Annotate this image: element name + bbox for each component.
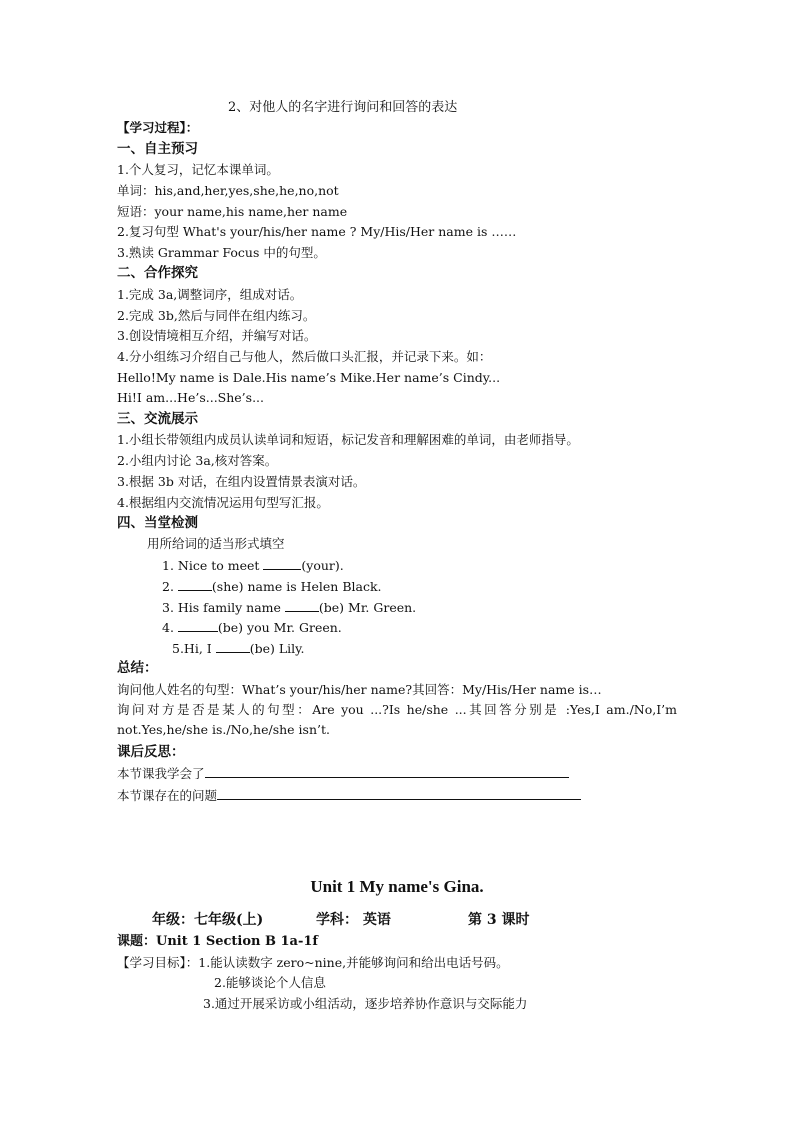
grade-label: 年级：七年级(上) [152, 912, 264, 928]
section-1-item: 2.复习句型 What's your/his/her name ? My/His/Her name is …… [117, 224, 517, 239]
section-1-item: 3.熟读 Grammar Focus 中的句型。 [117, 245, 326, 260]
reflection-line-1 [117, 765, 569, 782]
section-3-item: 2.小组内讨论 3a,核对答案。 [117, 453, 278, 468]
section-4-title: 四、当堂检测 [117, 515, 198, 531]
section-3-title: 三、交流展示 [117, 411, 198, 427]
reflection-label: 本节课存在的问题 [117, 788, 218, 803]
section-2-title: 二、合作探究 [117, 265, 198, 281]
section-2-item: Hi!I am...He’s...She’s... [117, 390, 264, 405]
reflection-title: 课后反思： [117, 744, 185, 760]
exercise-text: (be) Lily. [249, 641, 305, 656]
exercise-instruction: 用所给词的适当形式填空 [147, 536, 285, 551]
section-1-title: 一、自主预习 [117, 141, 198, 157]
section-3-item: 3.根据 3b 对话，在组内设置情景表演对话。 [117, 474, 366, 489]
section-2-item: Hello!My name is Dale.His name’s Mike.Her name’s Cindy... [117, 370, 501, 385]
lesson-topic: 课题：Unit 1 Section B 1a-1f [117, 934, 319, 949]
section-3-item: 1.小组长带领组内成员认读单词和短语，标记发音和理解困难的单词，由老师指导。 [117, 432, 579, 447]
answer-blank [178, 578, 212, 591]
answer-blank [263, 557, 301, 570]
answer-blank [285, 599, 319, 612]
unit-title: Unit 1 My name's Gina. [310, 877, 484, 896]
exercise-item [162, 619, 342, 636]
exercise-item [172, 640, 305, 657]
process-title: 【学习过程】： [117, 120, 199, 135]
reflection-blank [217, 787, 581, 800]
section-1-item: 单词：his,and,her,yes,she,he,no,not [117, 183, 339, 198]
section-3-item: 4.根据组内交流情况运用句型写汇报。 [117, 495, 329, 510]
goal-item: 1.能认读数字 zero~nine,并能够询问和给出电话号码。 [198, 955, 509, 970]
answer-blank [178, 619, 218, 632]
lesson-label: 第 3 课时 [468, 912, 530, 928]
learning-goals [117, 955, 509, 971]
exercise-item [162, 599, 416, 616]
exercise-text: (be) you Mr. Green. [217, 620, 342, 635]
exercise-text: (she) name is Helen Black. [211, 579, 382, 594]
section-2-item: 3.创设情境相互介绍，并编写对话。 [117, 328, 317, 343]
reflection-label: 本节课我学会了 [117, 766, 205, 781]
reflection-blank [205, 765, 569, 778]
exercise-text: 2. [162, 579, 178, 594]
section-2-item: 1.完成 3a,调整词序，组成对话。 [117, 287, 303, 302]
objective-2: 2、对他人的名字进行询问和回答的表达 [228, 100, 458, 115]
exercise-text: 1. Nice to meet [162, 558, 264, 573]
exercise-text: (be) Mr. Green. [318, 600, 417, 615]
section-2-item: 2.完成 3b,然后与同伴在组内练习。 [117, 308, 316, 323]
goal-item: 2.能够谈论个人信息 [214, 975, 326, 990]
exercise-text: 5.Hi, I [172, 641, 216, 656]
exercise-text: (your). [301, 558, 344, 573]
subject-label: 学科： 英语 [316, 912, 391, 928]
exercise-item [162, 557, 344, 574]
reflection-line-2 [117, 787, 581, 804]
goals-label: 【学习目标】： [117, 955, 199, 970]
summary-title: 总结： [117, 660, 158, 676]
summary-line-1: 询问他人姓名的句型：What’s your/his/her name?其回答：My/His/Her name is… [117, 682, 602, 697]
goal-item: 3.通过开展采访或小组活动，逐步培养协作意识与交际能力 [203, 996, 528, 1011]
section-1-item: 短语：your name,his name,her name [117, 204, 348, 219]
answer-blank [216, 640, 250, 653]
section-1-item: 1.个人复习，记忆本课单词。 [117, 162, 279, 177]
exercise-text: 4. [162, 620, 178, 635]
section-2-item: 4.分小组练习介绍自己与他人，然后做口头汇报，并记录下来。如： [117, 349, 492, 364]
exercise-text: 3. His family name [162, 600, 285, 615]
summary-line-2: 询问对方是否是某人的句型：Are you ...?Is he/she ...其回答分别是 :Yes,I am./No,I’m not.Yes,he/she is./No,he/she isn’t. [117, 702, 677, 737]
exercise-item [162, 578, 382, 595]
